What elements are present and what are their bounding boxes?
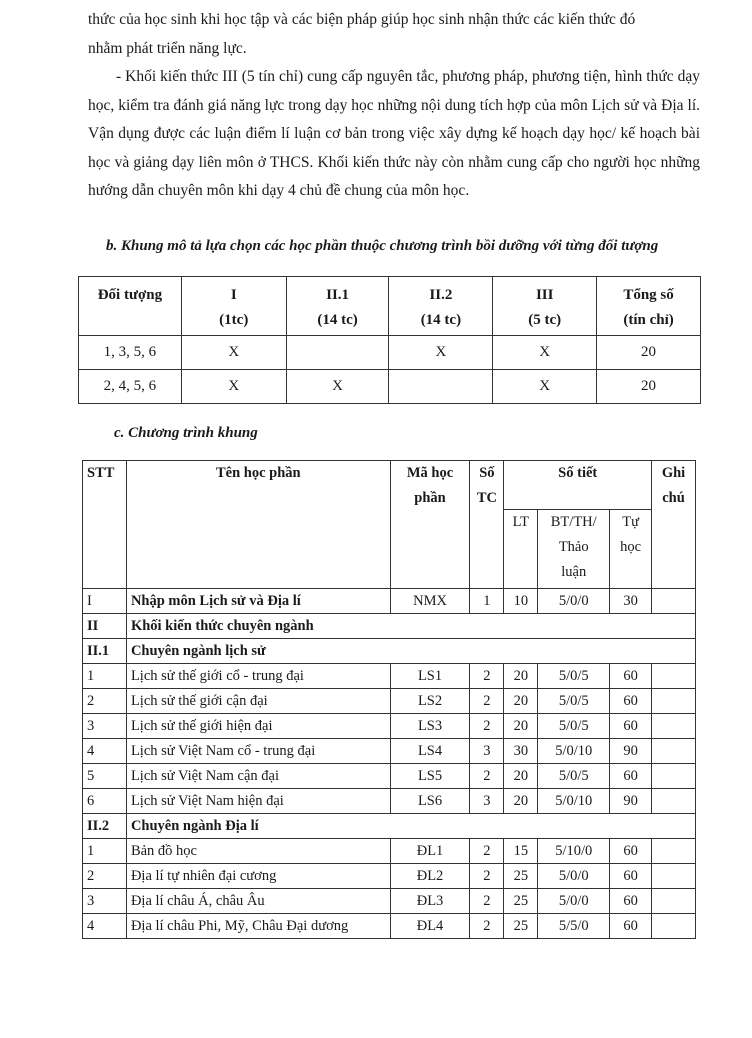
table-cell: 60 xyxy=(610,764,652,789)
table-cell: 5/0/10 xyxy=(538,789,610,814)
table-cell: 20 xyxy=(504,689,538,714)
table-cell: 60 xyxy=(610,664,652,689)
table-cell xyxy=(389,370,493,404)
header-cell: Ghi chú xyxy=(652,461,696,589)
table-cell: 20 xyxy=(504,714,538,739)
table-cell xyxy=(652,739,696,764)
table-cell: 60 xyxy=(610,714,652,739)
table-cell: 10 xyxy=(504,589,538,614)
table-cell: X xyxy=(181,370,286,404)
table-row xyxy=(83,689,696,714)
table-cell: Nhập môn Lịch sử và Địa lí xyxy=(126,589,390,614)
table-cell: 5/0/5 xyxy=(538,664,610,689)
curriculum-framework-table xyxy=(82,460,696,939)
table-cell xyxy=(652,789,696,814)
header-cell: Mã học phần xyxy=(390,461,470,589)
section-heading-c: c. Chương trình khung xyxy=(114,425,258,441)
table-cell: 1, 3, 5, 6 xyxy=(79,336,182,370)
table-cell: 90 xyxy=(610,739,652,764)
table-cell: 3 xyxy=(83,889,127,914)
table-cell: 60 xyxy=(610,839,652,864)
table-row xyxy=(83,714,696,739)
table-header-row xyxy=(79,277,701,336)
table-cell: LS5 xyxy=(390,764,470,789)
table-cell xyxy=(652,689,696,714)
table-cell: Lịch sử Việt Nam cổ - trung đại xyxy=(126,739,390,764)
table-cell: 2 xyxy=(83,864,127,889)
table-cell: 3 xyxy=(83,714,127,739)
header-cell: II.2 (14 tc) xyxy=(389,277,493,336)
table-cell: 30 xyxy=(504,739,538,764)
table-cell: NMX xyxy=(390,589,470,614)
table-cell: X xyxy=(286,370,389,404)
section-heading-b: b. Khung mô tả lựa chọn các học phần thuộc chương trình bồi dưỡng với từng đối tượng xyxy=(106,238,659,254)
table-header-row xyxy=(83,461,696,510)
table-cell: 5/0/10 xyxy=(538,739,610,764)
table-cell: 2 xyxy=(470,689,504,714)
table-cell xyxy=(652,664,696,689)
table-cell xyxy=(652,889,696,914)
table-cell xyxy=(652,839,696,864)
table-row xyxy=(83,864,696,889)
header-cell: STT xyxy=(83,461,127,589)
table-cell: 2 xyxy=(470,914,504,939)
header-cell: Tổng số (tín chỉ) xyxy=(597,277,701,336)
table-cell: Lịch sử thế giới cận đại xyxy=(126,689,390,714)
table-row xyxy=(83,764,696,789)
table-cell xyxy=(652,589,696,614)
table-cell: Chuyên ngành Địa lí xyxy=(126,814,695,839)
table-cell: 2 xyxy=(470,889,504,914)
table-cell: 60 xyxy=(610,889,652,914)
table-cell: 20 xyxy=(597,336,701,370)
table-cell: LS1 xyxy=(390,664,470,689)
table-cell: X xyxy=(389,336,493,370)
table-cell: 5/0/0 xyxy=(538,889,610,914)
table-cell: X xyxy=(493,336,597,370)
table-cell: 4 xyxy=(83,914,127,939)
table-cell: LS4 xyxy=(390,739,470,764)
paragraph-line: thức của học sinh khi học tập và các biện pháp giúp học sinh nhận thức các kiến thức đó xyxy=(88,11,636,28)
table-cell: 1 xyxy=(83,664,127,689)
table-cell: X xyxy=(493,370,597,404)
header-cell: Số TC xyxy=(470,461,504,589)
table-cell: ĐL1 xyxy=(390,839,470,864)
table-cell: 20 xyxy=(504,789,538,814)
paragraph-block-iii: - Khối kiến thức III (5 tín chỉ) cung cấp nguyên tắc, phương pháp, phương tiện, hình thức dạy học, kiểm tra đánh giá năng lực trong dạy học những nội dung tích hợp của môn Lịch sử và Địa lí. Vận dụng được các luận điểm lí luận cơ bản trong việc xây dựng kế hoạch dạy học/ kế hoạch bài học và giảng dạy liên môn ở THCS. Khối kiến thức này còn nhằm cung cấp cho người học những hướng dẫn chuyên môn khi dạy 4 chủ đề chung của môn học. xyxy=(88,68,700,199)
paragraph-continuation xyxy=(88,6,700,63)
selection-framework-table xyxy=(78,276,701,404)
table-cell: 1 xyxy=(83,839,127,864)
table-cell: 2 xyxy=(83,689,127,714)
table-row xyxy=(83,789,696,814)
table-row xyxy=(83,839,696,864)
header-cell: LT xyxy=(504,510,538,589)
table-cell: Địa lí châu Phi, Mỹ, Châu Đại dương xyxy=(126,914,390,939)
table-cell: 3 xyxy=(470,789,504,814)
table-cell: 20 xyxy=(504,664,538,689)
table-cell: 20 xyxy=(504,764,538,789)
table-row xyxy=(83,914,696,939)
table-cell: I xyxy=(83,589,127,614)
table-cell: 2 xyxy=(470,864,504,889)
table-cell: 3 xyxy=(470,739,504,764)
table-cell xyxy=(652,714,696,739)
table-cell: ĐL3 xyxy=(390,889,470,914)
table-cell: 5 xyxy=(83,764,127,789)
table-cell xyxy=(652,914,696,939)
table-cell: II xyxy=(83,614,127,639)
table-cell: 60 xyxy=(610,914,652,939)
table-cell xyxy=(652,864,696,889)
table-cell: 4 xyxy=(83,739,127,764)
paragraph-line: nhằm phát triển năng lực. xyxy=(88,39,247,57)
table-row xyxy=(79,336,701,370)
table-cell: 6 xyxy=(83,789,127,814)
table-cell: 5/0/5 xyxy=(538,689,610,714)
table-cell: Khối kiến thức chuyên ngành xyxy=(126,614,695,639)
table-cell xyxy=(652,764,696,789)
table-cell: 5/0/0 xyxy=(538,864,610,889)
header-cell: I (1tc) xyxy=(181,277,286,336)
table-cell: 25 xyxy=(504,914,538,939)
table-cell: 5/0/0 xyxy=(538,589,610,614)
header-cell: III (5 tc) xyxy=(493,277,597,336)
table-cell: 60 xyxy=(610,689,652,714)
table-cell: 25 xyxy=(504,889,538,914)
header-cell: Tự học xyxy=(610,510,652,589)
table-row xyxy=(83,889,696,914)
table-cell: 2 xyxy=(470,764,504,789)
table-cell: 2 xyxy=(470,714,504,739)
table-cell: LS2 xyxy=(390,689,470,714)
table-row xyxy=(83,814,696,839)
table-cell: Lịch sử thế giới hiện đại xyxy=(126,714,390,739)
table-cell: LS3 xyxy=(390,714,470,739)
table-cell: 5/0/5 xyxy=(538,714,610,739)
table-cell: Chuyên ngành lịch sử xyxy=(126,639,695,664)
table-row xyxy=(83,639,696,664)
table-cell: 30 xyxy=(610,589,652,614)
table-row xyxy=(83,589,696,614)
table-cell: 60 xyxy=(610,864,652,889)
header-cell: BT/TH/ Thảo luận xyxy=(538,510,610,589)
table-cell: Lịch sử thế giới cổ - trung đại xyxy=(126,664,390,689)
table-cell: II.1 xyxy=(83,639,127,664)
table-row xyxy=(83,664,696,689)
table-cell: Bản đồ học xyxy=(126,839,390,864)
table-cell: 1 xyxy=(470,589,504,614)
table-cell: 2 xyxy=(470,664,504,689)
table-cell: Lịch sử Việt Nam cận đại xyxy=(126,764,390,789)
table-cell: 15 xyxy=(504,839,538,864)
table-row xyxy=(79,370,701,404)
header-cell: Tên học phần xyxy=(126,461,390,589)
table-cell xyxy=(286,336,389,370)
header-cell: Số tiết xyxy=(504,461,652,510)
table-cell: 2 xyxy=(470,839,504,864)
table-cell: Địa lí châu Á, châu Âu xyxy=(126,889,390,914)
table-cell: 20 xyxy=(597,370,701,404)
table-cell: Địa lí tự nhiên đại cương xyxy=(126,864,390,889)
table-cell: LS6 xyxy=(390,789,470,814)
table-cell: 90 xyxy=(610,789,652,814)
header-cell: Đối tượng xyxy=(79,277,182,336)
table-cell: 5/0/5 xyxy=(538,764,610,789)
table-cell: Lịch sử Việt Nam hiện đại xyxy=(126,789,390,814)
table-cell: 5/5/0 xyxy=(538,914,610,939)
table-row xyxy=(83,614,696,639)
table-cell: 25 xyxy=(504,864,538,889)
table-cell: X xyxy=(181,336,286,370)
table-cell: ĐL2 xyxy=(390,864,470,889)
header-cell: II.1 (14 tc) xyxy=(286,277,389,336)
table-cell: 5/10/0 xyxy=(538,839,610,864)
table-cell: II.2 xyxy=(83,814,127,839)
table-cell: 2, 4, 5, 6 xyxy=(79,370,182,404)
table-cell: ĐL4 xyxy=(390,914,470,939)
table-row xyxy=(83,739,696,764)
